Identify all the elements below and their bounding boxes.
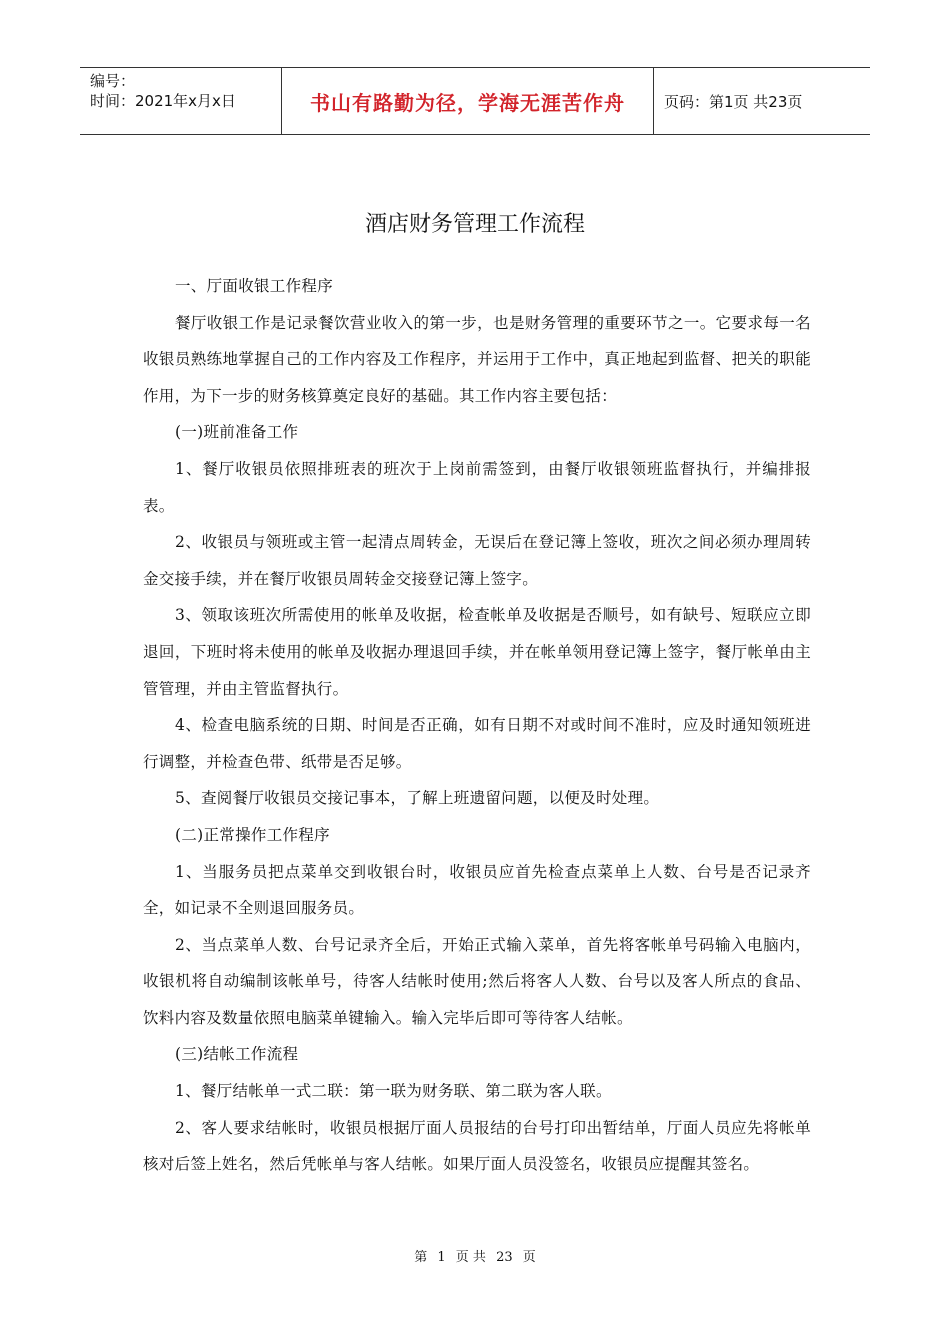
footer-suffix: 页	[522, 1250, 536, 1265]
page-footer	[0, 1246, 950, 1265]
header-left-cell	[80, 68, 281, 134]
subsection-heading: (二)正常操作工作程序	[175, 825, 330, 844]
footer-prefix: 第	[414, 1250, 428, 1265]
footer-middle: 页 共	[455, 1250, 486, 1265]
body-paragraph: 2、客人要求结帐时，收银员根据厅面人员报结的台号打印出暂结单，厅面人员应先将帐单核对后签上姓名，然后凭帐单与客人结帐。如果厅面人员没签名，收银员应提醒其签名。	[143, 1118, 811, 1174]
body-paragraph: 2、当点菜单人数、台号记录齐全后，开始正式输入菜单，首先将客帐单号码输入电脑内，收银机将自动编制该帐单号，待客人结帐时使用;然后将客人人数、台号以及客人所点的食品、饮料内容及数量依照电脑菜单键输入。输入完毕后即可等待客人结帐。	[143, 935, 811, 1027]
body-paragraph: 1、餐厅结帐单一式二联：第一联为财务联、第二联为客人联。	[175, 1082, 612, 1101]
document-header	[80, 67, 870, 135]
body-paragraph: 5、查阅餐厅收银员交接记事本，了解上班遗留问题，以便及时处理。	[175, 789, 660, 808]
page-title: 酒店财务管理工作流程	[364, 212, 585, 237]
subsection-heading: (一)班前准备工作	[175, 423, 299, 442]
body-paragraph: 2、收银员与领班或主管一起清点周转金，无误后在登记簿上签收，班次之间必须办理周转金交接手续，并在餐厅收银员周转金交接登记簿上签字。	[143, 533, 811, 588]
body-paragraph: 3、领取该班次所需使用的帐单及收据，检查帐单及收据是否顺号，如有缺号、短联应立即退回，下班时将未使用的帐单及收据办理退回手续，并在帐单领用登记簿上签字，餐厅帐单由主管管理，并由主管监督执行。	[143, 606, 811, 698]
document-number-label: 编号：	[90, 72, 136, 90]
footer-total-pages: 23	[496, 1250, 513, 1265]
header-motto-cell	[281, 68, 654, 134]
header-page-cell	[654, 68, 870, 134]
body-paragraph: 餐厅收银工作是记录餐饮营业收入的第一步，也是财务管理的重要环节之一。它要求每一名收银员熟练地掌握自己的工作内容及工作程序，并运用于工作中，真正地起到监督、把关的职能作用，为下一步的财务核算奠定良好的基础。其工作内容主要包括：	[143, 313, 811, 405]
body-paragraph: 4、检查电脑系统的日期、时间是否正确，如有日期不对或时间不准时，应及时通知领班进行调整，并检查色带、纸带是否足够。	[143, 716, 811, 771]
subsection-heading: (三)结帐工作流程	[175, 1045, 299, 1064]
section-heading-1: 一、厅面收银工作程序	[175, 277, 334, 295]
document-time-label: 时间：2021年x月x日	[90, 92, 236, 110]
body-paragraph: 1、当服务员把点菜单交到收银台时，收银员应首先检查点菜单上人数、台号是否记录齐全，如记录不全则退回服务员。	[143, 862, 811, 918]
body-paragraph: 1、餐厅收银员依照排班表的班次于上岗前需签到，由餐厅收银领班监督执行，并编排报表。	[143, 459, 811, 515]
header-page-info: 页码：第1页 共23页	[664, 92, 803, 111]
document-body	[143, 268, 811, 1183]
footer-page-number: 1	[437, 1250, 446, 1265]
header-motto: 书山有路勤为径，学海无涯苦作舟	[310, 90, 625, 115]
